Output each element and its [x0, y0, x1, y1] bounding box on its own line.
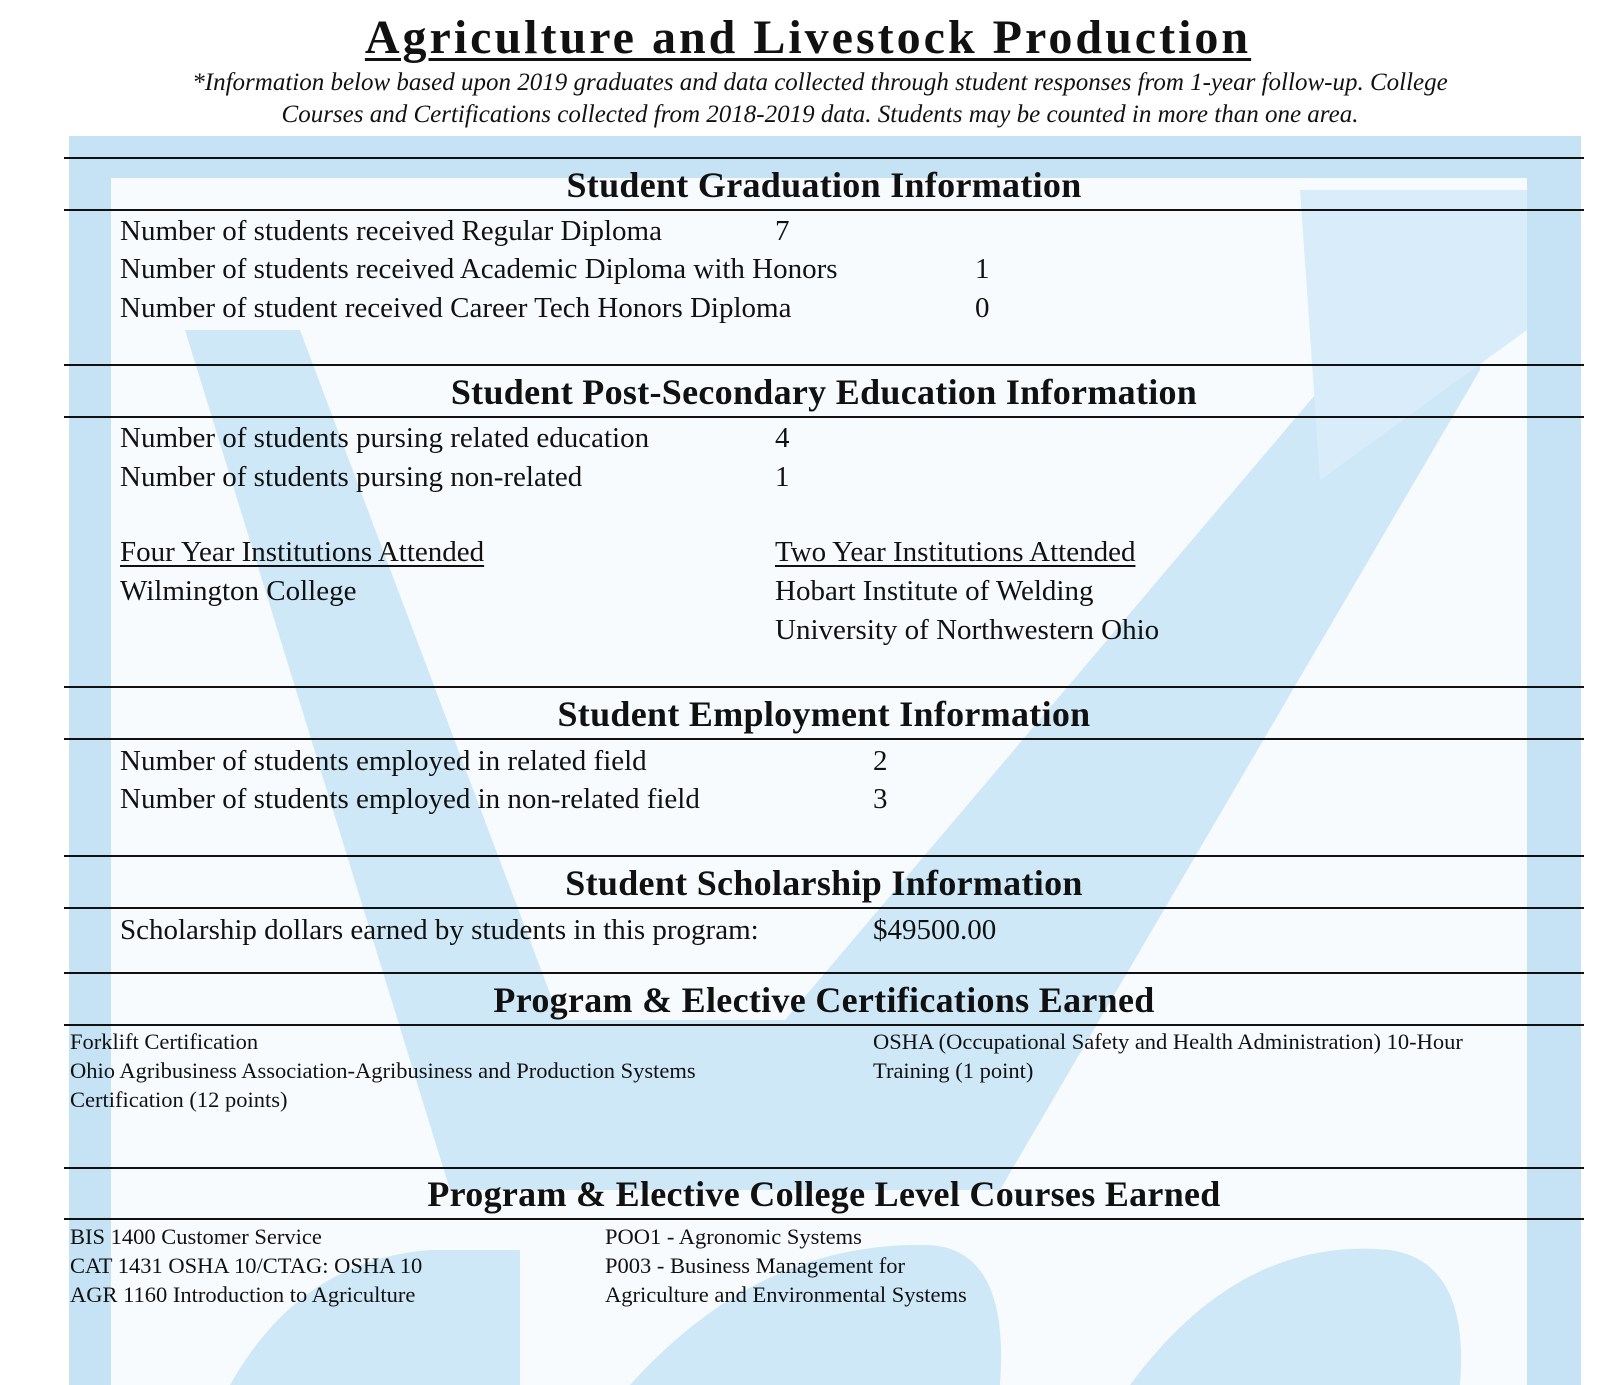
graduation-value: 7 [775, 215, 790, 247]
four-year-institution: Wilmington College [120, 575, 357, 607]
section-divider [64, 157, 1584, 159]
employment-label: Number of students employed in non-related field [120, 783, 700, 815]
two-year-institution: Hobart Institute of Welding [775, 575, 1094, 607]
graduation-heading: Student Graduation Information [566, 165, 1082, 205]
post-secondary-label: Number of students pursing related education [120, 422, 650, 454]
employment-value: 2 [873, 745, 888, 777]
graduation-label: Number of students received Regular Diploma [120, 215, 662, 247]
section-divider [64, 972, 1584, 974]
section-divider [64, 686, 1584, 688]
certification-line: Training (1 point) [873, 1058, 1034, 1083]
scholarship-value: $49500.00 [873, 914, 997, 946]
graduation-label: Number of students received Academic Diploma with Honors [120, 253, 838, 285]
four-year-heading: Four Year Institutions Attended [120, 536, 485, 568]
graduation-value: 0 [975, 292, 990, 324]
section-divider [64, 209, 1584, 211]
graduation-value: 1 [975, 253, 990, 285]
section-divider [64, 855, 1584, 857]
scholarship-heading: Student Scholarship Information [565, 863, 1083, 903]
two-year-institution: University of Northwestern Ohio [775, 614, 1160, 646]
employment-value: 3 [873, 783, 888, 815]
section-divider [64, 416, 1584, 418]
course-line: POO1 - Agronomic Systems [605, 1224, 862, 1249]
section-divider [64, 1218, 1584, 1220]
course-line: Agriculture and Environmental Systems [605, 1282, 967, 1307]
section-divider [64, 364, 1584, 366]
section-divider [64, 1167, 1584, 1169]
certification-line: Ohio Agribusiness Association-Agribusiness and Production Systems [70, 1058, 696, 1083]
subtitle-line: *Information below based upon 2019 graduates and data collected through student responses from 1-year follow-up. College [192, 69, 1448, 96]
section-divider [64, 738, 1584, 740]
course-line: P003 - Business Management for [605, 1253, 905, 1278]
page-title: Agriculture and Livestock Production [364, 11, 1252, 64]
two-year-heading: Two Year Institutions Attended [775, 536, 1136, 568]
employment-label: Number of students employed in related field [120, 745, 647, 777]
course-line: AGR 1160 Introduction to Agriculture [70, 1282, 416, 1307]
employment-heading: Student Employment Information [557, 694, 1091, 734]
graduation-label: Number of student received Career Tech Honors Diploma [120, 292, 792, 324]
certification-line: Forklift Certification [70, 1029, 259, 1054]
course-line: BIS 1400 Customer Service [70, 1224, 322, 1249]
course-line: CAT 1431 OSHA 10/CTAG: OSHA 10 [70, 1253, 423, 1278]
courses-heading: Program & Elective College Level Courses Earned [427, 1174, 1221, 1214]
certifications-heading: Program & Elective Certifications Earned [493, 980, 1155, 1020]
certification-line: OSHA (Occupational Safety and Health Administration) 10-Hour [873, 1029, 1463, 1054]
section-divider [64, 907, 1584, 909]
post-secondary-label: Number of students pursing non-related [120, 461, 583, 493]
post-secondary-heading: Student Post-Secondary Education Information [450, 372, 1198, 412]
section-divider [64, 1024, 1584, 1026]
post-secondary-value: 4 [775, 422, 790, 454]
page-subtitle [110, 67, 1530, 131]
certification-line: Certification (12 points) [70, 1087, 288, 1112]
scholarship-label: Scholarship dollars earned by students in this program: [120, 914, 759, 946]
subtitle-line: Courses and Certifications collected from 2018-2019 data. Students may be counted in more than one area. [281, 101, 1359, 128]
post-secondary-value: 1 [775, 461, 790, 493]
